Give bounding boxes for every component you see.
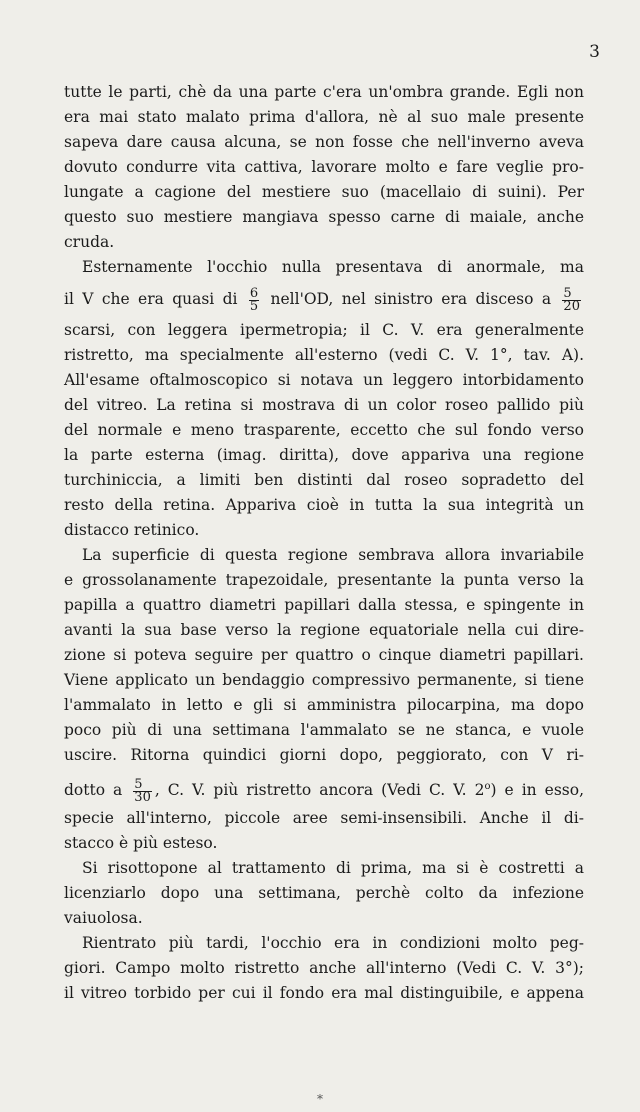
fraction: [133, 776, 152, 805]
page-number: 3: [589, 42, 600, 62]
fraction: [562, 285, 581, 314]
text-line: ristretto, ma specialmente all'esterno (vedi C. V. 1°, tav. A).: [64, 346, 584, 364]
fraction-denominator: 5: [249, 298, 259, 314]
text-line-fractions: [64, 280, 584, 318]
fraction-denominator: 20: [563, 298, 580, 314]
text-line: stacco è più esteso.: [64, 834, 218, 852]
text-line: l'ammalato in letto e gli si amministra pilocarpina, ma dopo: [64, 696, 584, 714]
text-line: sapeva dare causa alcuna, se non fosse che nell'inverno aveva: [64, 133, 584, 151]
text-line: questo suo mestiere mangiava spesso carne di maiale, anche: [64, 208, 584, 226]
superscript: o: [484, 781, 491, 792]
text-line: Esternamente l'occhio nulla presentava di anormale, ma: [82, 258, 584, 276]
fraction-numerator: 5: [562, 288, 581, 301]
text-segment: dotto a: [64, 781, 123, 800]
text-line: del vitreo. La retina si mostrava di un color roseo pallido più: [64, 396, 584, 414]
fraction: [249, 285, 259, 314]
body-text: [64, 80, 584, 1006]
text-line: specie all'interno, piccole aree semi-insensibili. Anche il di-: [64, 809, 584, 827]
text-line: del normale e meno trasparente, eccetto che sul fondo verso: [64, 421, 584, 439]
text-line: la parte esterna (imag. diritta), dove appariva una regione: [64, 446, 584, 464]
text-line: Si risottopone al trattamento di prima, ma si è costretti a: [82, 859, 584, 877]
signature-mark: *: [317, 1092, 323, 1106]
text-line: dovuto condurre vita cattiva, lavorare molto e fare veglie pro-: [64, 158, 584, 176]
text-line: lungate a cagione del mestiere suo (macellaio di suini). Per: [64, 183, 584, 201]
text-line-fraction: [64, 768, 584, 806]
text-line: Rientrato più tardi, l'occhio era in condizioni molto peg-: [82, 934, 584, 952]
fraction-numerator: 5: [133, 779, 152, 792]
text-line: giori. Campo molto ristretto anche all'interno (Vedi C. V. 3°);: [64, 959, 584, 977]
text-segment: , C. V. più ristretto ancora (Vedi C. V. 2: [154, 781, 485, 800]
text-line: e grossolanamente trapezoidale, presentante la punta verso la: [64, 571, 584, 589]
text-line: Viene applicato un bendaggio compressivo permanente, si tiene: [64, 671, 584, 689]
text-line: turchiniccia, a limiti ben distinti dal roseo sopradetto del: [64, 471, 584, 489]
text-segment: ) e in esso,: [490, 781, 584, 800]
fraction-numerator: 6: [249, 285, 259, 301]
text-line: zione si poteva seguire per quattro o cinque diametri papillari.: [64, 646, 584, 664]
text-line: papilla a quattro diametri papillari dalla stessa, e spingente in: [64, 596, 584, 614]
text-line: poco più di una settimana l'ammalato se ne stanca, e vuole: [64, 721, 584, 739]
text-line: resto della retina. Appariva cioè in tutta la sua integrità un: [64, 496, 584, 514]
fraction-denominator: 30: [134, 789, 151, 805]
text-line: tutte le parti, chè da una parte c'era un'ombra grande. Egli non: [64, 83, 584, 101]
text-line: avanti la sua base verso la regione equatoriale nella cui dire-: [64, 621, 584, 639]
text-line: La superficie di questa regione sembrava allora invariabile: [82, 546, 584, 564]
text-line: vaiuolosa.: [64, 909, 143, 927]
text-line: cruda.: [64, 233, 115, 251]
text-line: All'esame oftalmoscopico si notava un leggero intorbidamento: [64, 371, 584, 389]
text-line: era mai stato malato prima d'allora, nè al suo male presente: [64, 108, 584, 126]
text-segment: nell'OD, nel sinistro era disceso a: [270, 290, 552, 308]
text-line: licenziarlo dopo una settimana, perchè colto da infezione: [64, 884, 584, 902]
text-segment: il V che era quasi di: [64, 290, 238, 308]
text-line: distacco retinico.: [64, 521, 200, 539]
text-line: il vitreo torbido per cui il fondo era mal distinguibile, e appena: [64, 984, 584, 1002]
text-line: scarsi, con leggera ipermetropia; il C. V. era generalmente: [64, 321, 584, 339]
text-line: uscire. Ritorna quindici giorni dopo, peggiorato, con V ri-: [64, 746, 584, 764]
